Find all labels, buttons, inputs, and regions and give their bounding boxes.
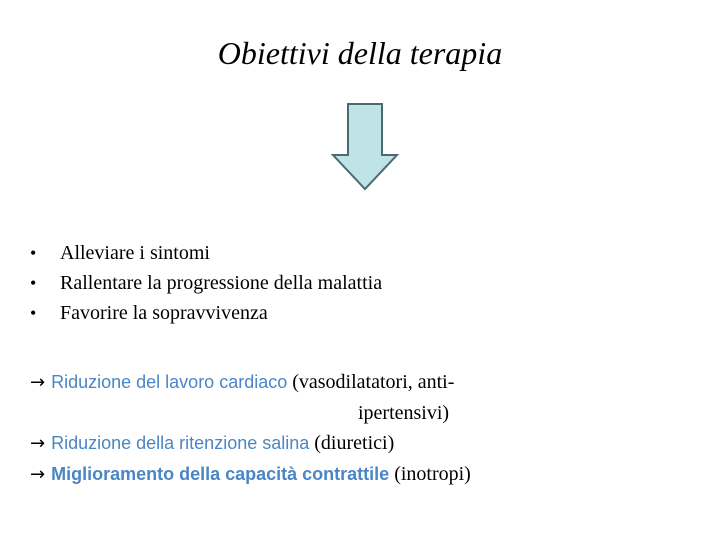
bullet-symbol: • [30, 303, 37, 323]
right-arrow-icon: → [30, 464, 46, 485]
outcomes-list [30, 367, 710, 490]
list-item [30, 268, 382, 298]
bullet-symbol: • [30, 243, 37, 263]
slide-title: Obiettivi della terapia [217, 35, 503, 71]
down-arrow-shape [333, 104, 397, 189]
outcome-item [30, 459, 710, 490]
bullet-symbol: • [30, 273, 37, 293]
bullet-list [30, 238, 382, 328]
outcome-item [30, 428, 710, 459]
right-arrow-icon: → [30, 372, 46, 393]
bullet-text: Favorire la sopravvivenza [60, 302, 268, 324]
list-item [30, 238, 382, 268]
outcome-highlight: Riduzione della ritenzione salina [51, 433, 310, 453]
outcome-detail: (vasodilatatori, anti- [292, 371, 455, 393]
outcome-detail: (inotropi) [394, 463, 471, 485]
outcome-detail: (diuretici) [314, 432, 395, 454]
list-item [30, 298, 382, 328]
down-arrow-icon [330, 103, 400, 191]
outcome-item [30, 367, 710, 398]
outcome-highlight: Riduzione del lavoro cardiaco [51, 372, 288, 392]
bullet-text: Alleviare i sintomi [60, 242, 210, 264]
down-arrow-graphic [330, 103, 400, 191]
outcome-highlight: Miglioramento della capacità contrattile [51, 464, 390, 484]
outcome-continuation: ipertensivi) [358, 402, 450, 424]
bullet-text: Rallentare la progressione della malattia [60, 272, 383, 294]
right-arrow-icon: → [30, 433, 46, 454]
